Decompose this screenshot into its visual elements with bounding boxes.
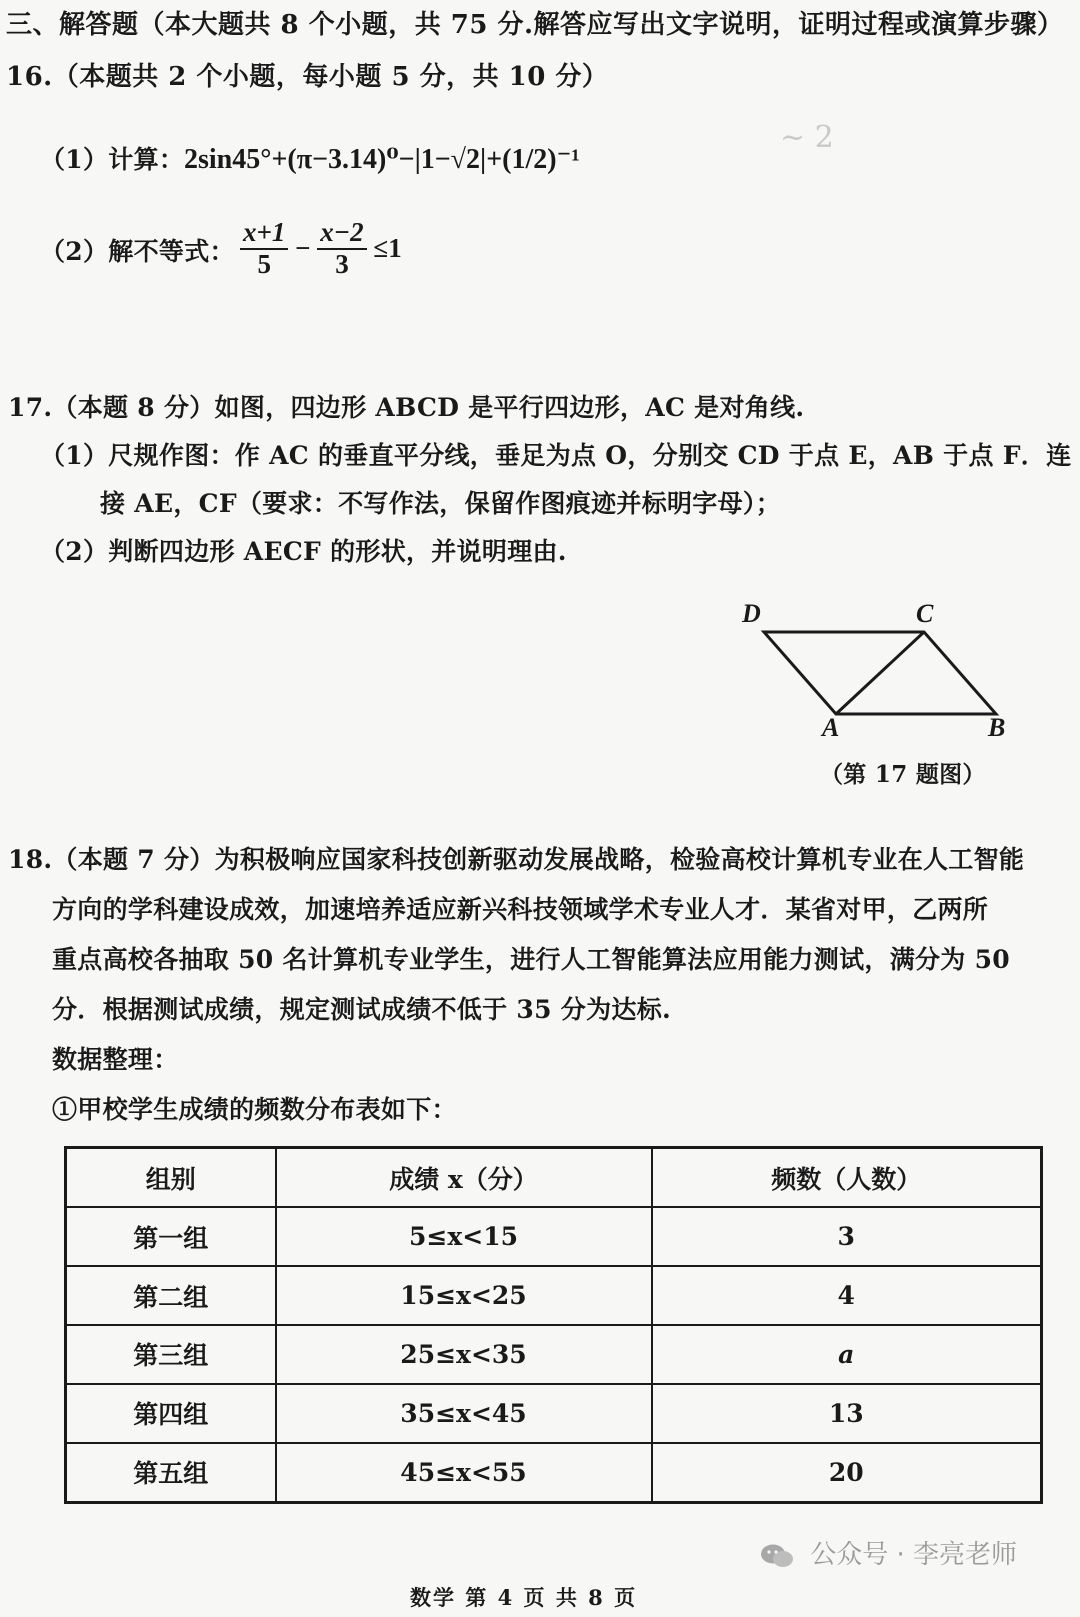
wechat-icon	[760, 1543, 794, 1569]
frequency-table	[64, 1146, 1043, 1504]
cell-score: 15≤x<25	[276, 1266, 652, 1325]
q18-line2: 方向的学科建设成效，加速培养适应新兴科技领域学术专业人才．某省对甲，乙两所	[52, 895, 989, 924]
label-a: A	[822, 713, 840, 736]
scan-smudge: ~ 2	[780, 120, 834, 155]
q17-part2: （2）判断四边形 AECF 的形状，并说明理由.	[40, 537, 567, 566]
data-heading: 数据整理：	[52, 1045, 179, 1074]
fraction-2-denominator: 3	[335, 248, 349, 279]
q16-part2-label: （2）解不等式：	[40, 237, 235, 266]
label-d: D	[742, 599, 761, 628]
fraction-2-numerator: x−2	[317, 218, 366, 250]
minus-sign: −	[295, 233, 311, 264]
q16-part1-expression	[184, 130, 580, 190]
fraction-1	[240, 218, 288, 279]
cell-group: 第一组	[66, 1207, 276, 1266]
cell-group: 第二组	[66, 1266, 276, 1325]
cell-group: 第三组	[66, 1325, 276, 1384]
q17-part1-line2: 接 AE，CF（要求：不写作法，保留作图痕迹并标明字母）；	[100, 489, 782, 518]
cell-group: 第五组	[66, 1443, 276, 1503]
inequality-rhs: ≤1	[373, 233, 402, 264]
cell-frequency: 20	[652, 1443, 1042, 1503]
cell-frequency: 3	[652, 1207, 1042, 1266]
fraction-2	[317, 218, 366, 279]
table-row	[66, 1207, 1042, 1266]
fraction-1-denominator: 5	[257, 248, 271, 279]
q18-line4: 分．根据测试成绩，规定测试成绩不低于 35 分为达标.	[52, 995, 672, 1024]
label-c: C	[916, 599, 934, 628]
q16-part1-expr-text: 2sin45°+(π−3.14)⁰−|1−√2|+(1/2)⁻¹	[184, 144, 580, 175]
table-row	[66, 1443, 1042, 1503]
q17-header: 17.（本题 8 分）如图，四边形 ABCD 是平行四边形，AC 是对角线.	[8, 393, 805, 422]
label-b: B	[988, 713, 1006, 736]
figure-caption: （第 17 题图）	[820, 761, 986, 788]
q16-header: 16.（本题共 2 个小题，每小题 5 分，共 10 分）	[6, 62, 609, 92]
table-row	[66, 1384, 1042, 1443]
header-frequency: 频数（人数）	[652, 1148, 1042, 1208]
table-header-row	[66, 1148, 1042, 1208]
cell-score: 5≤x<15	[276, 1207, 652, 1266]
cell-frequency: 13	[652, 1384, 1042, 1443]
cell-group: 第四组	[66, 1384, 276, 1443]
page-footer: 数学 第 4 页 共 8 页	[410, 1585, 638, 1610]
table-intro: ①甲校学生成绩的频数分布表如下：	[52, 1095, 457, 1124]
diagonal-ac	[836, 632, 924, 714]
header-score: 成绩 x（分）	[276, 1148, 652, 1208]
cell-score: 25≤x<35	[276, 1325, 652, 1384]
table-row	[66, 1325, 1042, 1384]
header-group: 组别	[66, 1148, 276, 1208]
parallelogram-figure	[740, 596, 1020, 736]
fraction-1-numerator: x+1	[240, 218, 288, 250]
q16-part2-inequality	[240, 218, 402, 279]
cell-frequency: 4	[652, 1266, 1042, 1325]
q16-part1-label: （1）计算：	[40, 145, 185, 174]
q18-line3: 重点高校各抽取 50 名计算机专业学生，进行人工智能算法应用能力测试，满分为 50	[52, 945, 1010, 974]
watermark-text: 公众号 · 李亮老师	[810, 1540, 1018, 1570]
cell-frequency: a	[652, 1325, 1042, 1384]
table-row	[66, 1266, 1042, 1325]
watermark	[760, 1534, 1017, 1571]
cell-score: 45≤x<55	[276, 1443, 652, 1503]
section-heading: 三、解答题（本大题共 8 个小题，共 75 分.解答应写出文字说明，证明过程或演算步骤）	[6, 10, 1064, 40]
q18-line1: 18.（本题 7 分）为积极响应国家科技创新驱动发展战略，检验高校计算机专业在人工智能	[8, 845, 1025, 874]
cell-score: 35≤x<45	[276, 1384, 652, 1443]
q17-part1-line1: （1）尺规作图：作 AC 的垂直平分线，垂足为点 O，分别交 CD 于点 E，AB 于点 F．连	[40, 441, 1072, 470]
